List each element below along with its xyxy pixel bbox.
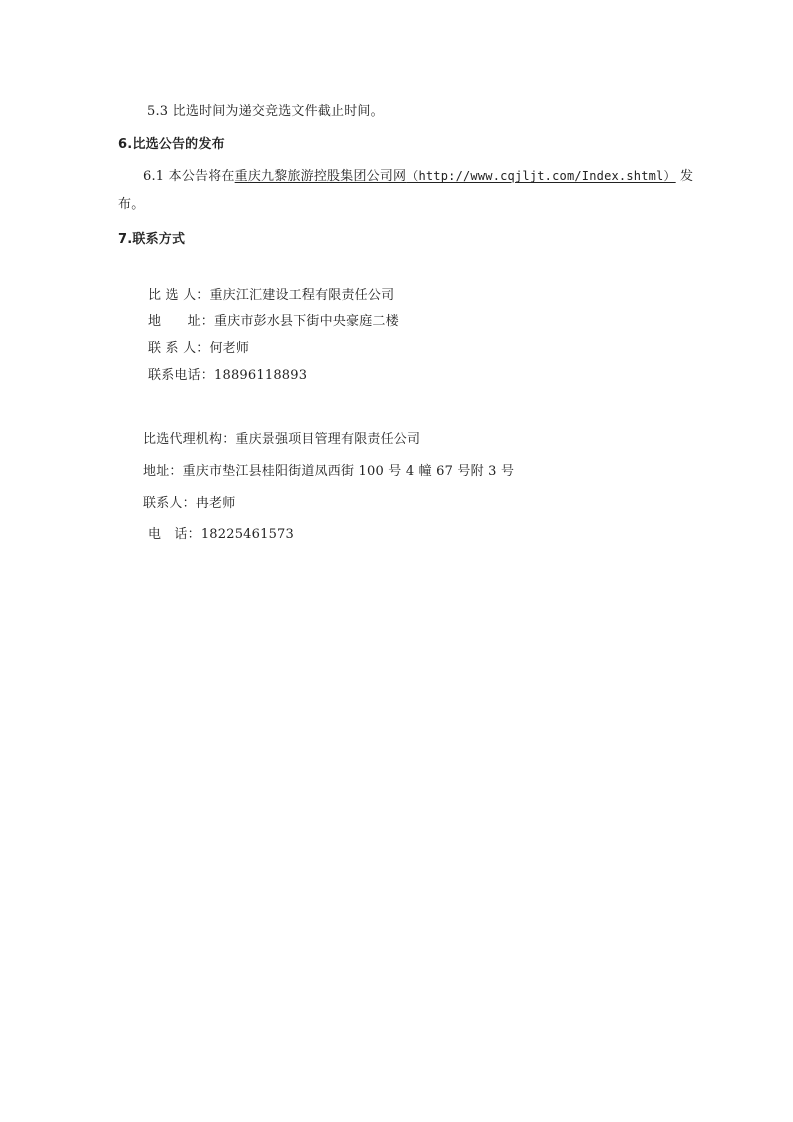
contact-phone-row (148, 367, 307, 385)
clause-text-prefix: 本公告将在 (168, 169, 235, 184)
agency-phone-value: 18225461573 (200, 527, 294, 542)
clause-text-suffix: 发 (680, 169, 694, 184)
agency-phone-label: 电 话： (148, 527, 201, 542)
agency-contact-value: 冉老师 (195, 496, 236, 511)
address-row (148, 313, 399, 331)
agency-address-row (143, 463, 514, 481)
clause-text: 比选时间为递交竞选文件截止时间。 (172, 104, 384, 119)
contact-person-row (148, 340, 249, 358)
agency-contact-label: 联系人： (143, 496, 196, 511)
website-name-link[interactable]: 重庆九黎旅游控股集团公司网 (234, 169, 407, 184)
section-7-heading: 7.联系方式 (118, 232, 186, 247)
agency-name-row (143, 431, 420, 449)
clause-number: 6.1 (143, 169, 165, 184)
contact-phone-label: 联系电话： (148, 368, 215, 383)
buyer-value: 重庆江汇建设工程有限责任公司 (209, 288, 395, 303)
contact-person-value: 何老师 (209, 341, 250, 356)
address-label: 地 址： (148, 314, 215, 329)
agency-name-value: 重庆景强项目管理有限责任公司 (235, 432, 421, 447)
agency-name-label: 比选代理机构： (143, 432, 236, 447)
agency-address-value: 重庆市垫江县桂阳街道凤西街 100 号 4 幢 67 号附 3 号 (182, 464, 515, 479)
clause-6-1-continued: 布。 (118, 197, 145, 212)
section-6-heading: 6.比选公告的发布 (118, 137, 225, 152)
address-value: 重庆市彭水县下街中央豪庭二楼 (214, 314, 399, 329)
clause-number: 5.3 (147, 104, 169, 119)
contact-person-label: 联 系 人： (148, 341, 210, 356)
buyer-row (148, 287, 394, 305)
buyer-label: 比 选 人： (148, 288, 210, 303)
agency-phone-row (148, 526, 294, 544)
agency-contact-row (143, 495, 235, 513)
contact-phone-value: 18896118893 (214, 368, 308, 383)
agency-address-label: 地址： (143, 464, 183, 479)
website-url-link[interactable]: （http://www.cqjljt.com/Index.shtml） (406, 169, 676, 183)
clause-5-3 (147, 103, 384, 121)
clause-6-1 (143, 167, 693, 186)
